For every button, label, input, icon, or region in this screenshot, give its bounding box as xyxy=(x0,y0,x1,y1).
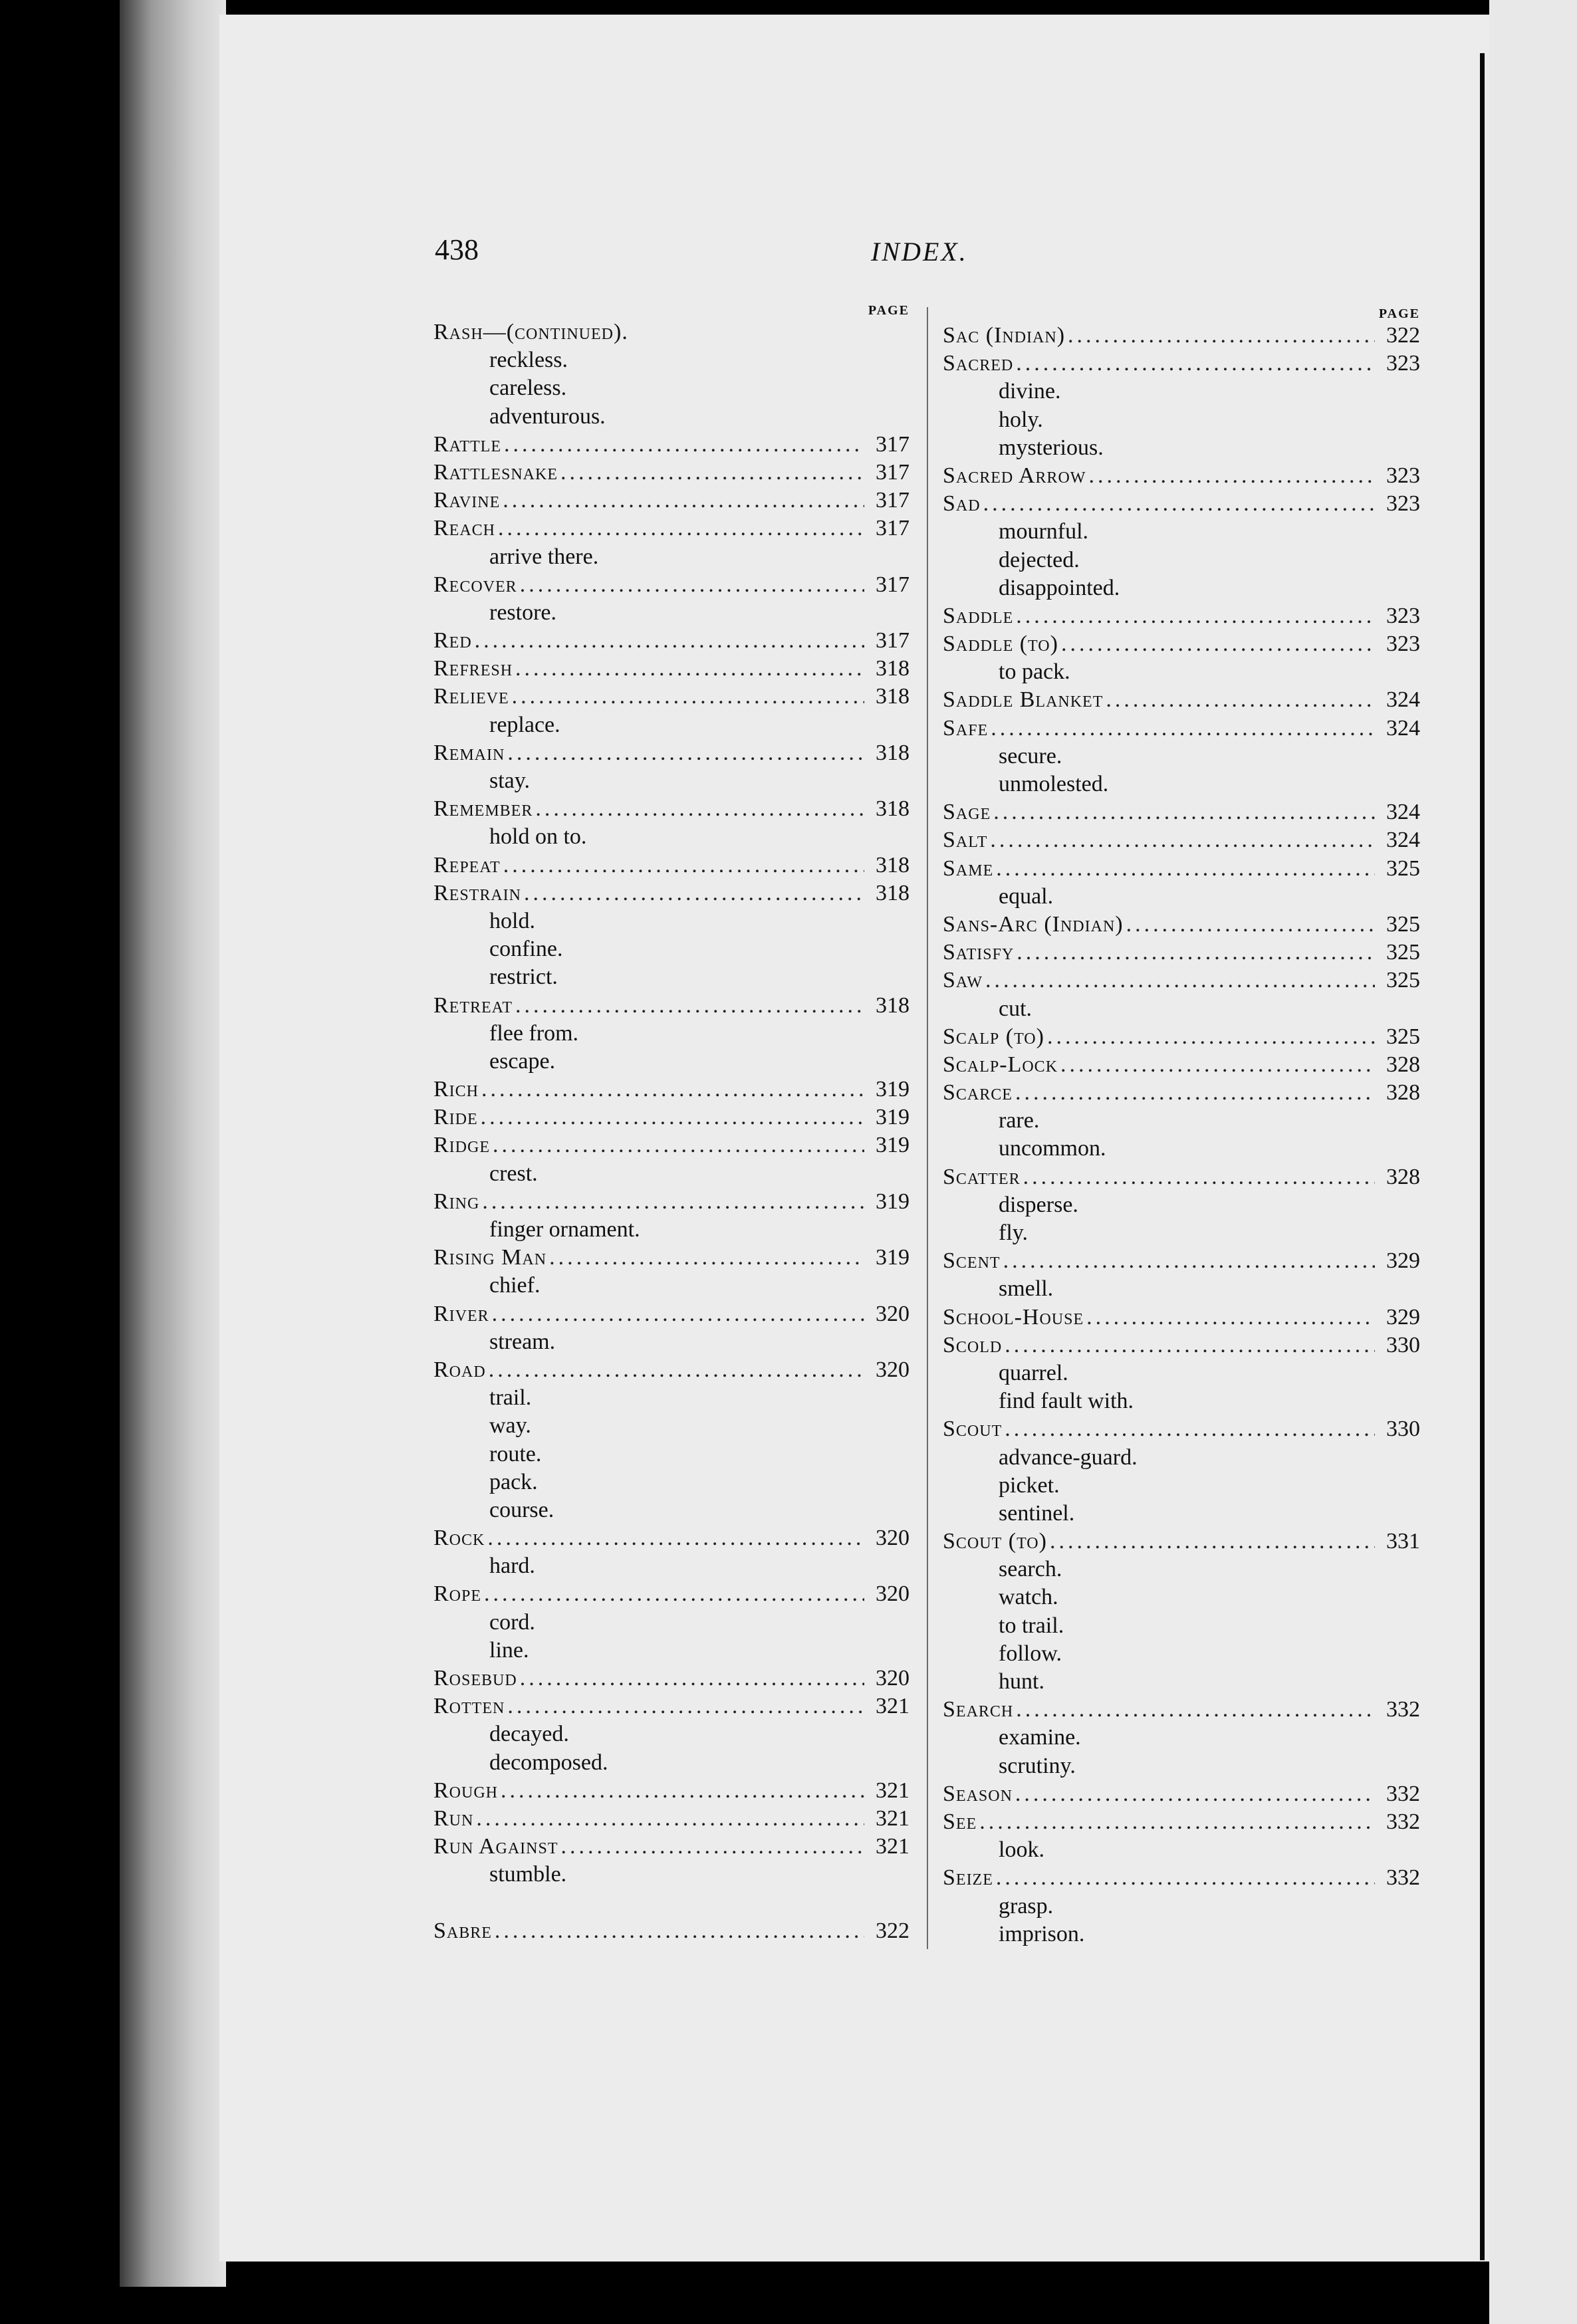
index-page-ref: 317 xyxy=(876,628,910,653)
dot-leader xyxy=(1106,686,1375,714)
index-page-ref: 329 xyxy=(1386,1248,1420,1274)
index-entry xyxy=(433,683,910,711)
index-term: Reach xyxy=(433,516,496,541)
index-page-ref: 322 xyxy=(876,1918,910,1943)
index-subentry: escape. xyxy=(489,1048,556,1074)
dot-leader xyxy=(501,1777,864,1805)
index-subentry: divine. xyxy=(999,379,1061,404)
index-page-ref: 318 xyxy=(876,740,910,765)
index-entry xyxy=(943,686,1420,714)
index-subentry: stumble. xyxy=(489,1862,567,1887)
index-entry xyxy=(433,571,910,599)
index-term: See xyxy=(943,1809,977,1834)
index-entry xyxy=(943,911,1420,939)
index-entry xyxy=(433,1356,910,1384)
index-entry xyxy=(943,1808,1420,1836)
index-page-ref: 320 xyxy=(876,1666,910,1690)
dot-leader xyxy=(991,715,1375,743)
index-entry xyxy=(433,1076,910,1104)
dot-leader xyxy=(1005,1415,1375,1443)
dot-leader xyxy=(979,1808,1375,1836)
index-page-ref: 320 xyxy=(876,1526,910,1551)
index-subentry: cord. xyxy=(489,1609,535,1635)
index-page-ref: 330 xyxy=(1386,1417,1420,1442)
index-subentry: chief. xyxy=(489,1273,541,1298)
index-entry xyxy=(943,1780,1420,1808)
dot-leader xyxy=(1047,1023,1375,1051)
index-entry xyxy=(433,1188,910,1216)
index-subentry: hold. xyxy=(489,908,535,933)
dot-leader xyxy=(520,1665,864,1692)
index-entry xyxy=(943,602,1420,630)
dot-leader xyxy=(475,627,864,655)
index-page-ref: 319 xyxy=(876,1189,910,1214)
index-entry xyxy=(943,1051,1420,1079)
index-subentry: to pack. xyxy=(999,659,1070,685)
index-subentry: dejected. xyxy=(999,547,1080,572)
index-term: Retreat xyxy=(433,992,513,1018)
index-page-ref: 317 xyxy=(876,488,910,513)
index-page-ref: 324 xyxy=(1386,800,1420,825)
index-page-ref: 332 xyxy=(1386,1697,1420,1722)
index-page-ref: 323 xyxy=(1386,491,1420,517)
index-entry xyxy=(433,655,910,683)
index-subentry: hard. xyxy=(489,1554,535,1579)
index-term: Rattlesnake xyxy=(433,459,558,485)
index-term: Sage xyxy=(943,800,991,825)
index-term: Rash—(continued). xyxy=(433,320,628,344)
index-term: Scout (to) xyxy=(943,1529,1047,1554)
index-entries-left xyxy=(433,318,910,1945)
dot-leader xyxy=(495,1917,864,1945)
index-entry xyxy=(943,1332,1420,1359)
index-entry xyxy=(433,1104,910,1131)
index-term: Run xyxy=(433,1805,474,1831)
index-page-ref: 323 xyxy=(1386,463,1420,488)
dot-leader xyxy=(1015,1079,1375,1107)
index-page-ref: 318 xyxy=(876,852,910,877)
dot-leader xyxy=(512,683,864,711)
index-term: Rough xyxy=(433,1778,499,1803)
index-term: Season xyxy=(943,1781,1013,1806)
index-entry xyxy=(943,826,1420,854)
index-page-ref: 321 xyxy=(876,1834,910,1859)
page-column-label: PAGE xyxy=(1378,306,1420,321)
index-entry xyxy=(433,1777,910,1805)
index-entry xyxy=(943,630,1420,658)
index-page-ref: 321 xyxy=(876,1805,910,1831)
index-term: Recover xyxy=(433,572,517,597)
index-term: Red xyxy=(433,628,472,653)
dot-leader xyxy=(983,490,1375,518)
index-term: Safe xyxy=(943,715,989,741)
index-entry xyxy=(433,1131,910,1159)
index-entry xyxy=(433,431,910,459)
index-page-ref: 320 xyxy=(876,1301,910,1326)
index-term: Ridge xyxy=(433,1133,490,1158)
index-subentry: cut. xyxy=(999,996,1032,1021)
index-term: Same xyxy=(943,856,994,881)
dot-leader xyxy=(1016,602,1375,630)
dot-leader xyxy=(996,1864,1375,1892)
index-term: Ring xyxy=(433,1189,480,1214)
index-page-ref: 325 xyxy=(1386,911,1420,937)
index-page-ref: 324 xyxy=(1386,715,1420,741)
index-subentry: grasp. xyxy=(999,1893,1054,1918)
index-subentry: search. xyxy=(999,1557,1062,1582)
index-subentry: holy. xyxy=(999,407,1043,432)
dot-leader xyxy=(535,795,864,823)
index-term: Sacred xyxy=(943,351,1014,376)
index-page-ref: 317 xyxy=(876,572,910,597)
index-term: Rosebud xyxy=(433,1666,517,1690)
dot-leader xyxy=(1023,1163,1375,1191)
index-page-ref: 317 xyxy=(876,431,910,457)
index-term: Scold xyxy=(943,1332,1003,1357)
dot-leader xyxy=(1126,911,1375,939)
index-entry xyxy=(943,939,1420,967)
index-page-ref: 323 xyxy=(1386,603,1420,628)
dot-leader xyxy=(990,826,1375,854)
index-page-ref: 323 xyxy=(1386,632,1420,657)
index-term: Restrain xyxy=(433,880,522,905)
index-page-ref: 331 xyxy=(1386,1529,1420,1554)
dot-leader xyxy=(985,967,1375,994)
index-page-ref: 321 xyxy=(876,1778,910,1803)
index-subentry: picket. xyxy=(999,1472,1060,1498)
index-entry xyxy=(433,1805,910,1833)
index-subentry: mournful. xyxy=(999,519,1089,544)
dot-leader xyxy=(507,739,864,767)
blank-line xyxy=(433,1889,910,1917)
scan-binding-edge xyxy=(120,0,226,2287)
page-column-label: PAGE xyxy=(868,303,910,318)
index-page-ref: 328 xyxy=(1386,1164,1420,1189)
index-subentry: secure. xyxy=(999,743,1062,768)
index-entry xyxy=(433,852,910,879)
index-term: Repeat xyxy=(433,852,501,877)
index-entry xyxy=(433,515,910,542)
index-page-ref: 321 xyxy=(876,1694,910,1719)
index-entry xyxy=(433,1300,910,1328)
index-subentry: restore. xyxy=(489,600,557,625)
index-term: Refresh xyxy=(433,656,513,681)
index-page-ref: 324 xyxy=(1386,828,1420,853)
index-subentry: route. xyxy=(489,1441,542,1466)
index-page-ref: 323 xyxy=(1386,351,1420,376)
index-subentry: fly. xyxy=(999,1220,1029,1245)
index-term: Rope xyxy=(433,1581,482,1607)
index-subentry: reckless. xyxy=(489,348,568,373)
dot-leader xyxy=(1086,1304,1375,1332)
dot-leader xyxy=(481,1076,864,1104)
index-subentry: stream. xyxy=(489,1329,556,1354)
dot-leader xyxy=(487,1524,864,1552)
index-entry xyxy=(943,1864,1420,1892)
dot-leader xyxy=(1015,1780,1375,1808)
index-entry xyxy=(433,879,910,907)
index-subentry: disperse. xyxy=(999,1192,1078,1217)
page-edge-rule xyxy=(1480,53,1485,2260)
index-entry xyxy=(943,1415,1420,1443)
index-page-ref: 317 xyxy=(876,459,910,485)
index-entry xyxy=(943,1304,1420,1332)
index-entry xyxy=(433,318,910,346)
index-entry xyxy=(433,1580,910,1608)
dot-leader xyxy=(492,1300,864,1328)
index-term: Ride xyxy=(433,1105,478,1130)
index-entry xyxy=(433,1692,910,1720)
index-entry xyxy=(433,739,910,767)
index-page-ref: 318 xyxy=(876,796,910,822)
index-term: Rock xyxy=(433,1526,485,1551)
index-subentry: way. xyxy=(489,1413,531,1439)
index-column-left xyxy=(433,302,910,1945)
index-subentry: to trail. xyxy=(999,1613,1064,1638)
index-term: School-House xyxy=(943,1304,1084,1330)
index-entry xyxy=(943,967,1420,994)
index-subentry: follow. xyxy=(999,1641,1062,1666)
index-page-ref: 332 xyxy=(1386,1781,1420,1806)
index-entry xyxy=(943,1528,1420,1556)
index-subentry: arrive there. xyxy=(489,544,599,569)
index-term: Sans-Arc (Indian) xyxy=(943,911,1124,937)
index-entry xyxy=(943,1163,1420,1191)
index-subentry: restrict. xyxy=(489,965,558,990)
index-term: Saw xyxy=(943,968,983,993)
dot-leader xyxy=(1061,630,1375,658)
index-term: Remain xyxy=(433,740,505,765)
page-number: 438 xyxy=(435,233,479,266)
index-page-ref: 319 xyxy=(876,1077,910,1102)
index-page-ref: 318 xyxy=(876,656,910,681)
dot-leader xyxy=(1068,322,1375,350)
dot-leader xyxy=(498,515,864,542)
dot-leader xyxy=(484,1580,864,1608)
index-subentry: course. xyxy=(489,1497,554,1522)
index-subentry: rare. xyxy=(999,1108,1040,1133)
column-divider xyxy=(927,307,928,1949)
index-subentry: disappointed. xyxy=(999,575,1120,600)
index-entry xyxy=(433,1665,910,1692)
index-subentry: decayed. xyxy=(489,1722,569,1747)
index-page-ref: 318 xyxy=(876,684,910,709)
index-entry xyxy=(943,490,1420,518)
index-page-ref: 325 xyxy=(1386,940,1420,965)
dot-leader xyxy=(1016,1696,1375,1724)
index-term: Rotten xyxy=(433,1694,505,1719)
dot-leader xyxy=(1050,1528,1375,1556)
index-page-ref: 320 xyxy=(876,1357,910,1382)
index-term: Scarce xyxy=(943,1080,1013,1105)
dot-leader xyxy=(549,1244,864,1272)
dot-leader xyxy=(1017,939,1375,967)
dot-leader xyxy=(503,487,864,515)
index-subentry: examine. xyxy=(999,1725,1081,1750)
index-term: Scent xyxy=(943,1248,1001,1274)
index-entry xyxy=(433,627,910,655)
index-term: River xyxy=(433,1301,489,1326)
index-subentry: flee from. xyxy=(489,1020,579,1046)
index-term: Run Against xyxy=(433,1834,558,1859)
dot-leader xyxy=(560,459,864,487)
index-subentry: smell. xyxy=(999,1276,1054,1302)
index-page-ref: 329 xyxy=(1386,1304,1420,1330)
index-subentry: stay. xyxy=(489,768,531,793)
index-term: Relieve xyxy=(433,684,509,709)
index-term: Scatter xyxy=(943,1164,1021,1189)
index-entries-right xyxy=(943,322,1420,1948)
index-page-ref: 325 xyxy=(1386,1024,1420,1049)
index-subentry: pack. xyxy=(489,1469,538,1494)
index-subentry: replace. xyxy=(489,712,560,737)
index-page-ref: 325 xyxy=(1386,968,1420,993)
index-entry xyxy=(943,1696,1420,1724)
index-subentry: unmolested. xyxy=(999,772,1109,796)
index-subentry: hunt. xyxy=(999,1669,1044,1694)
index-term: Satisfy xyxy=(943,940,1015,965)
index-subentry: uncommon. xyxy=(999,1136,1106,1161)
index-term: Seize xyxy=(943,1865,993,1891)
index-entry xyxy=(433,1524,910,1552)
index-subentry: trail. xyxy=(489,1385,532,1411)
index-term: Sabre xyxy=(433,1918,492,1943)
dot-leader xyxy=(520,571,864,599)
index-page-ref: 319 xyxy=(876,1133,910,1158)
dot-leader xyxy=(1060,1051,1375,1079)
index-page-ref: 317 xyxy=(876,516,910,541)
adjacent-page-strip xyxy=(1489,0,1577,2324)
index-page-ref: 325 xyxy=(1386,856,1420,881)
index-entry xyxy=(943,1247,1420,1275)
index-subentry: imprison. xyxy=(999,1921,1085,1946)
dot-leader xyxy=(1016,350,1375,378)
index-term: Rich xyxy=(433,1077,479,1102)
index-subentry: advance-guard. xyxy=(999,1445,1138,1470)
index-term: Ravine xyxy=(433,488,501,513)
dot-leader xyxy=(481,1104,864,1131)
dot-leader xyxy=(504,431,864,459)
index-subentry: careless. xyxy=(489,376,567,401)
index-term: Search xyxy=(943,1697,1014,1722)
index-subentry: line. xyxy=(489,1637,529,1663)
index-subentry: quarrel. xyxy=(999,1360,1068,1385)
dot-leader xyxy=(996,855,1375,883)
index-term: Saddle Blanket xyxy=(943,687,1104,713)
index-term: Road xyxy=(433,1357,486,1382)
dot-leader xyxy=(1005,1332,1375,1359)
index-entry xyxy=(433,1917,910,1945)
index-entry xyxy=(943,1079,1420,1107)
index-entry xyxy=(943,855,1420,883)
index-subentry: look. xyxy=(999,1837,1044,1863)
index-page-ref: 320 xyxy=(876,1581,910,1607)
index-term: Rising Man xyxy=(433,1245,547,1270)
index-page-ref: 322 xyxy=(1386,323,1420,348)
index-term: Salt xyxy=(943,828,988,853)
index-term: Sacred Arrow xyxy=(943,463,1086,488)
dot-leader xyxy=(515,992,864,1020)
dot-leader xyxy=(507,1692,864,1720)
index-entry xyxy=(943,798,1420,826)
index-entry xyxy=(943,715,1420,743)
index-subentry: hold on to. xyxy=(489,824,587,850)
index-column-right xyxy=(943,306,1420,1948)
index-page-ref: 330 xyxy=(1386,1332,1420,1357)
index-subentry: mysterious. xyxy=(999,435,1104,460)
index-term: Sad xyxy=(943,491,981,517)
dot-leader xyxy=(489,1356,864,1384)
index-term: Sac (Indian) xyxy=(943,323,1066,348)
index-entry xyxy=(943,1023,1420,1051)
index-entry xyxy=(433,795,910,823)
index-subentry: finger ornament. xyxy=(489,1217,640,1242)
index-page-ref: 319 xyxy=(876,1245,910,1270)
index-page-ref: 332 xyxy=(1386,1865,1420,1891)
dot-leader xyxy=(1088,462,1375,490)
index-subentry: find fault with. xyxy=(999,1389,1134,1414)
index-entry xyxy=(433,1244,910,1272)
index-term: Rattle xyxy=(433,431,501,457)
index-subentry: equal. xyxy=(999,883,1054,909)
index-page-ref: 332 xyxy=(1386,1809,1420,1834)
index-term: Scout xyxy=(943,1417,1003,1442)
index-page-ref: 328 xyxy=(1386,1080,1420,1105)
index-page-ref: 319 xyxy=(876,1105,910,1130)
index-entry xyxy=(433,1833,910,1861)
dot-leader xyxy=(993,798,1375,826)
dot-leader xyxy=(482,1188,864,1216)
dot-leader xyxy=(524,879,864,907)
index-subentry: watch. xyxy=(999,1585,1058,1610)
index-subentry: decomposed. xyxy=(489,1750,608,1775)
dot-leader xyxy=(503,852,864,879)
index-entry xyxy=(433,992,910,1020)
running-head: INDEX. xyxy=(871,237,968,267)
index-page-ref: 328 xyxy=(1386,1052,1420,1077)
index-entry xyxy=(943,462,1420,490)
dot-leader xyxy=(561,1833,864,1861)
index-entry xyxy=(433,487,910,515)
dot-leader xyxy=(515,655,864,683)
index-term: Scalp (to) xyxy=(943,1024,1044,1049)
index-term: Saddle xyxy=(943,603,1014,628)
index-entry xyxy=(433,459,910,487)
index-subentry: crest. xyxy=(489,1161,538,1186)
index-term: Scalp-Lock xyxy=(943,1052,1058,1077)
index-entry xyxy=(943,322,1420,350)
index-page-ref: 324 xyxy=(1386,687,1420,713)
dot-leader xyxy=(476,1805,864,1833)
index-page-ref: 318 xyxy=(876,880,910,905)
index-page-ref: 318 xyxy=(876,992,910,1018)
index-subentry: adventurous. xyxy=(489,404,606,429)
index-term: Remember xyxy=(433,796,533,822)
index-term: Saddle (to) xyxy=(943,632,1058,657)
dot-leader xyxy=(493,1131,864,1159)
index-entry xyxy=(943,350,1420,378)
index-subentry: sentinel. xyxy=(999,1500,1075,1526)
dot-leader xyxy=(1003,1247,1375,1275)
index-subentry: confine. xyxy=(489,937,563,962)
index-subentry: scrutiny. xyxy=(999,1753,1076,1778)
